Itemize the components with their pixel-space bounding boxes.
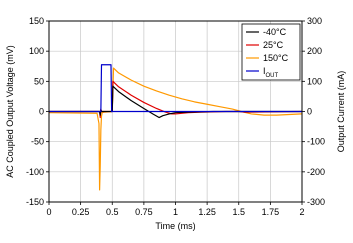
y2-tick-label: 100: [307, 76, 323, 87]
legend-label: 150°C: [263, 53, 289, 63]
x-tick-label: 1: [172, 207, 179, 217]
y-tick-label: 0: [38, 106, 44, 117]
x-axis-title: Time (ms): [155, 221, 196, 231]
y-tick-label: 150: [28, 16, 44, 26]
legend: [242, 24, 300, 80]
x-tick-label: 0.75: [135, 207, 153, 217]
y-tick-label: 100: [28, 46, 44, 57]
x-axis-ticks: [46, 202, 304, 217]
x-tick-label: 1.25: [198, 207, 216, 217]
y-tick-label: -150: [25, 197, 44, 207]
y2-tick-label: -200: [307, 166, 326, 177]
y2-axis-ticks: [302, 16, 325, 207]
x-tick-label: 1.5: [232, 207, 246, 217]
y-tick-label: 50: [33, 76, 44, 87]
legend-label: -40°C: [263, 27, 287, 37]
y2-tick-label: 200: [307, 46, 323, 57]
y-tick-label: -50: [30, 136, 44, 147]
x-tick-label: 0.5: [105, 207, 119, 217]
y2-tick-label: -300: [307, 197, 326, 207]
legend-label: 25°C: [263, 40, 284, 50]
y2-tick-label: 300: [307, 16, 323, 26]
y-axis-title: AC Coupled Output Voltage (mV): [5, 45, 15, 178]
y-tick-label: -100: [25, 166, 44, 177]
x-tick-label: 0.25: [71, 207, 90, 217]
x-tick-label: 0: [46, 207, 52, 217]
legend-label: $I_{OUT}$: [263, 66, 279, 79]
y2-tick-label: -100: [307, 136, 326, 147]
x-tick-label: 1.75: [261, 207, 280, 217]
y-axis-ticks: [26, 16, 49, 207]
y2-tick-label: 0: [307, 106, 313, 117]
x-tick-label: 2: [299, 207, 305, 217]
y2-axis-title: Output Current (mA): [336, 70, 346, 153]
